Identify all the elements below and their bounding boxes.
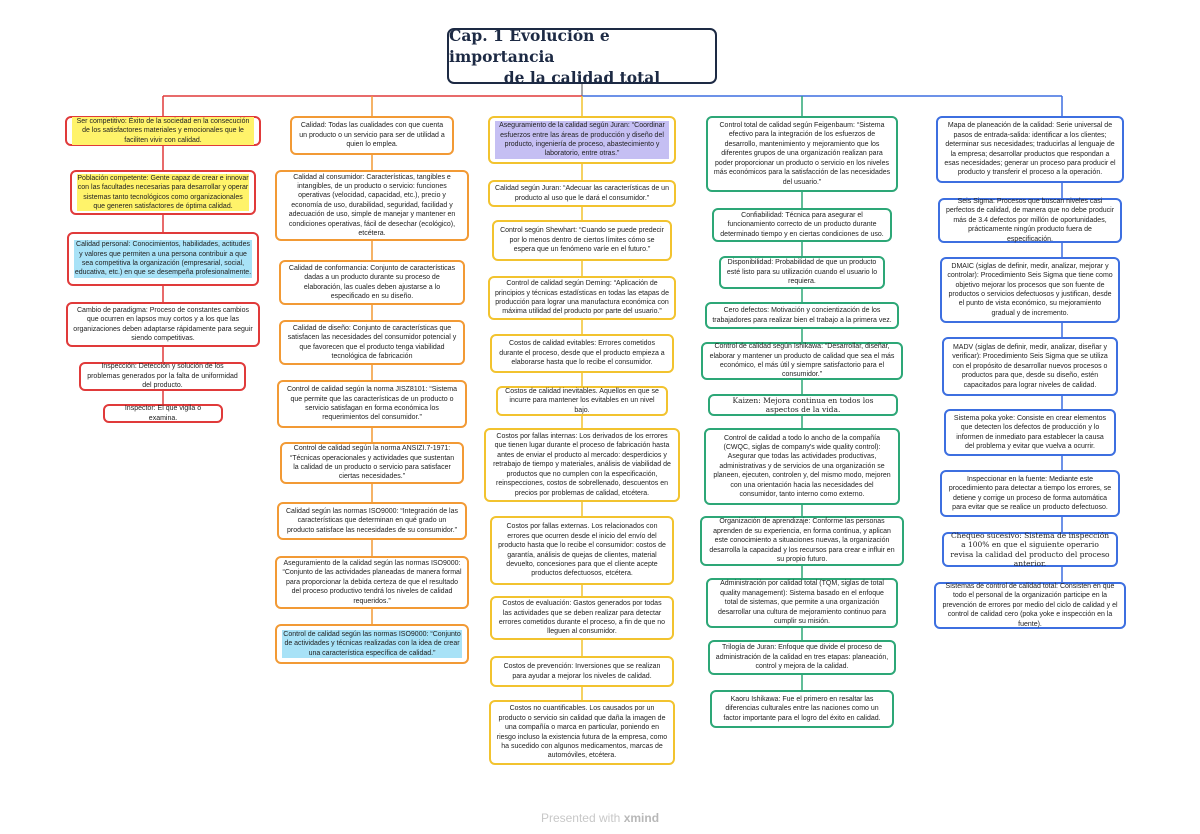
- node-inspeccion[interactable]: [79, 362, 246, 391]
- node-kaoru-ishikawa[interactable]: [710, 690, 894, 728]
- node-text: DMAIC (siglas de definir, medir, analizar, mejorar y controlar): Procedimiento Seis Sigma que tiene como objetivo mejorar los procesos que son fuente de productos o servicios defectuosos y justifican, desde el punto de vista económico, su mejoramiento gradual y de incremento.: [947, 262, 1113, 317]
- node-text: Control de calidad a todo lo ancho de la compañía (CWQC, siglas de company's wide quality control): Asegurar que todas las actividades productivas, administrativas y de servicios de una organización se planeen, ejecuten, controlen y, del mismo modo, mejoren con una orientación hacia las necesidades del consumidor, tanto interno como externo.: [713, 434, 891, 499]
- node-text: Chequeo sucesivo: Sistema de inspección a 100% en que el siguiente operario revisa la calidad del producto del proceso anterior.: [950, 530, 1110, 568]
- node-poka-yoke[interactable]: [944, 409, 1116, 456]
- node-text: Inspector: El que vigila o examina.: [124, 405, 202, 422]
- node-calidad-consumidor[interactable]: [275, 170, 469, 241]
- node-text: Administración por calidad total (TQM, siglas de total quality management): Sistema basado en el enfoque total de sistemas, que permite a una organización desarrollar una cultura de mejoramiento continuo para cumplir su misión.: [717, 580, 887, 626]
- node-costos-evitables[interactable]: [490, 334, 674, 373]
- node-text: Costos de calidad inevitables. Aquellos en que se incurre para mantener los evitables en un nivel bajo.: [505, 387, 659, 414]
- node-text: MADV (siglas de definir, medir, analizar, diseñar y verificar): Procedimiento Seis Sigma que se utiliza con el propósito de desarrollar nuevos procesos o productos para que, desde su diseño, estén capacitados para lograr niveles de calidad.: [952, 343, 1108, 389]
- node-text: Kaoru Ishikawa: Fue el primero en resaltar las diferencias culturales entre las naciones como un factor importante para el logro del éxito en calidad.: [723, 695, 881, 722]
- node-calidad-diseno[interactable]: [279, 320, 465, 365]
- node-text: Control total de calidad según Feigenbaum: “Sistema efectivo para la integración de los esfuerzos de desarrollo, mantenimiento y mejoramiento que los diferentes grupos de una organización realizan para poder proporcionar un producto o servicio en los niveles más económicos para la satisfacción de las necesidades del usuario.”: [713, 122, 891, 186]
- node-text: Sistema poka yoke: Consiste en crear elementos que detecten los defectos de producción y lo informen de inmediato para establecer la causa del problema y evitar que vuelva a ocurrir.: [953, 414, 1107, 450]
- title-line-2: de la calidad total: [503, 67, 661, 87]
- node-ishikawa-control[interactable]: [701, 342, 903, 380]
- node-calidad-personal[interactable]: [67, 232, 259, 286]
- node-text: Calidad de conformancia: Conjunto de características dadas a un producto durante su proceso de elaboración, las cuales deben ajustarse a lo especificado en su diseño.: [288, 264, 456, 300]
- node-kaizen[interactable]: [708, 394, 898, 416]
- node-calidad[interactable]: [290, 116, 454, 155]
- node-text: Calidad al consumidor: Características, tangibles e intangibles, de un producto o servicio: funciones operativas (velocidad, capacidad, etc.), precio y economía de uso, durabilidad, seguridad, facilidad y adecuación de uso, simple de manejar y mantener en condiciones operativas, fácil de desechar (ecológico), etcétera.: [288, 173, 456, 238]
- node-control-shewhart[interactable]: [492, 220, 672, 261]
- node-trilogia-juran[interactable]: [708, 640, 896, 675]
- node-text: Calidad de diseño: Conjunto de características que satisfacen las necesidades del consumidor potencial y que favorecen que el producto tenga viabilidad tecnológica de fabricación: [287, 324, 457, 360]
- node-text: Control según Shewhart: “Cuando se puede predecir por lo menos dentro de ciertos límites cómo se espera que un fenómeno varíe en el futuro.”: [500, 227, 664, 254]
- main-title: [447, 25, 717, 87]
- node-text: Costos por fallas internas: Los derivados de los errores que tienen lugar durante el proceso de fabricación hasta antes de enviar el producto al mercado: desperdicios y retrabajo de tiempo y materiales, análisis de viabilidad de productos que no cumplen con la especificación, reinspecciones, costos de sobrellenado, descuentos en precios por problemas de calidad, etcétera.: [493, 433, 671, 497]
- title-line-1: Cap. 1 Evolución e importancia: [449, 25, 610, 66]
- node-norma-ansizi[interactable]: [280, 442, 464, 484]
- node-cwqc[interactable]: [704, 428, 900, 505]
- node-madv[interactable]: [942, 337, 1118, 396]
- node-text: Mapa de planeación de la calidad: Serie universal de pasos de entrada-salida: identificar a los clientes; determinar sus necesidades; traducirlas al lenguaje de la empresa; desarrollar productos que respondan a esas necesidades; generar un proceso para producir el producto y transferir el proceso a la operación.: [944, 122, 1116, 177]
- node-sistemas-control-total[interactable]: [934, 582, 1126, 629]
- node-text: Inspección: Detección y solución de los problemas generados por la falta de uniformidad del producto.: [87, 363, 238, 390]
- node-text: Ser competitivo: Éxito de la sociedad en la consecución de los satisfactores materiales y emocionales que le faciliten vivir con calidad.: [72, 117, 254, 145]
- node-aseguramiento-iso9000[interactable]: [275, 556, 469, 609]
- node-control-iso9000[interactable]: [275, 624, 469, 664]
- node-costos-inevitables[interactable]: [496, 386, 668, 416]
- watermark-brand: xmind: [623, 811, 660, 825]
- node-aseguramiento-juran[interactable]: [488, 116, 676, 164]
- node-text: Inspeccionar en la fuente: Mediante este procedimiento para detectar a tiempo los errores, se detiene y corrige un proceso de forma automática para evitar que se realice un producto defectuoso.: [948, 475, 1112, 511]
- node-text: Confiabilidad: Técnica para asegurar el funcionamiento correcto de un producto durante determinado tiempo y en ciertas condiciones de uso.: [720, 211, 884, 238]
- node-confiabilidad[interactable]: [712, 208, 892, 242]
- node-text: Cero defectos: Motivación y concientización de los trabajadores para realizar bien el trabajo a la primera vez.: [712, 307, 892, 324]
- node-text: Costos no cuantificables. Los causados por un producto o servicio sin calidad que daña la imagen de una compañía o marca en particular, poniendo en riesgo incluso la existencia futura de la empresa, como ha sucedido con algunos medicamentos, marcas de automóviles, etcétera.: [496, 705, 668, 760]
- node-tqm[interactable]: [706, 578, 898, 628]
- node-chequeo-sucesivo[interactable]: [942, 532, 1118, 567]
- node-text: Costos por fallas externas. Los relacionados con errores que ocurren desde el inicio del envío del producto hasta que lo recibe el consumidor: costos de garantía, análisis de quejas de clientes, material devuelto, concesiones para que el cliente acepte productos defectuosos, etcétera.: [498, 523, 666, 578]
- node-text: Sistemas de control de calidad total: Consisten en que todo el personal de la organización participe en la prevención de errores por medio del ciclo de calidad y el control de calidad cero (poka yoke e inspección en la fuente).: [942, 582, 1118, 628]
- node-text: Kaizen: Mejora continua en todos los aspectos de la vida.: [732, 395, 874, 414]
- node-text: Costos de evaluación: Gastos generados por todas las actividades que se deben realizar para detectar errores cometidos durante el proceso, a fin de que no lleguen al consumidor.: [498, 600, 666, 636]
- node-text: Costos de calidad evitables: Errores cometidos durante el proceso, desde que el producto empieza a elaborarse hasta que lo recibe el consumidor.: [499, 340, 665, 367]
- node-dmaic[interactable]: [940, 257, 1120, 323]
- node-seis-sigma[interactable]: [938, 198, 1122, 243]
- node-organizacion-aprendizaje[interactable]: [700, 516, 904, 566]
- node-text: Control de calidad según la norma JISZ8101: “Sistema que permite que las características de un producto o servicio satisfagan en forma económica los requerimientos del consumidor.”: [286, 386, 458, 422]
- node-text: Disponibilidad: Probabilidad de que un producto esté listo para su utilización cuando el usuario lo requiera.: [726, 259, 878, 286]
- watermark-text: Presented with: [540, 811, 621, 825]
- node-calidad-conformancia[interactable]: [279, 260, 465, 305]
- node-costos-evaluacion[interactable]: [490, 596, 674, 640]
- node-ser-competitivo[interactable]: [65, 116, 261, 146]
- node-text: Calidad: Todas las cualidades con que cuenta un producto o un servicio para ser de utilidad a quien lo emplea.: [299, 122, 445, 149]
- node-text: Seis Sigma: Procesos que buscan niveles casi perfectos de calidad, de manera que no debe producir más de 3.4 defectos por millón de oportunidades, prácticamente ningún producto fuera de especificación.: [945, 197, 1115, 243]
- node-feigenbaum[interactable]: [706, 116, 898, 192]
- node-control-deming[interactable]: [488, 276, 676, 320]
- node-text: Calidad según las normas ISO9000: “Integración de las características que determinan en qué grado un producto satisface las necesidades de su consumidor.”: [286, 507, 458, 534]
- node-norma-jisz8101[interactable]: [277, 380, 467, 428]
- node-text: Organización de aprendizaje: Conforme las personas aprenden de su experiencia, en forma continua, y aplican este conocimiento a situaciones nuevas, la organización desarrolla la capacidad y los recursos para crear e influir en su propio futuro.: [709, 518, 895, 564]
- node-text: Calidad personal: Conocimientos, habilidades, actitudes y valores que permiten a una persona contribuir a que sea competitiva la organización (empresarial, social, educativa, etc.) en que se desempeña profesionalmente.: [74, 241, 252, 277]
- node-text: Control de calidad según la norma ANSIZI.7-1971: “Técnicas operacionales y actividades que sustentan la calidad de un producto o servicio para satisfacer ciertas necesidades.”: [289, 445, 455, 481]
- node-calidad-juran[interactable]: [488, 180, 676, 207]
- node-calidad-iso9000[interactable]: [277, 502, 467, 540]
- node-inspeccionar-fuente[interactable]: [940, 470, 1120, 517]
- watermark: [0, 811, 1200, 825]
- node-text: Población competente: Gente capaz de crear e innovar con las facultades necesarias para desarrollar y operar sistemas tanto tecnológicos como organizacionales que generen satisfactores de óptima calidad.: [77, 174, 249, 210]
- node-fallas-externas[interactable]: [490, 516, 674, 585]
- node-poblacion-competente[interactable]: [70, 170, 256, 215]
- node-text: Costos de prevención: Inversiones que se realizan para ayudar a mejorar los niveles de calidad.: [503, 663, 661, 680]
- node-text: Control de calidad según Ishikawa: “Desarrollar, diseñar, elaborar y mantener un producto de calidad que sea el más económico, el más útil y siempre satisfactorio para el consumidor.”: [709, 343, 895, 379]
- node-costos-no-cuantificables[interactable]: [489, 700, 675, 765]
- node-text: Calidad según Juran: “Adecuar las características de un producto al uso que le dará el consumidor.”: [495, 185, 669, 202]
- node-text: Control de calidad según Deming: “Aplicación de principios y técnicas estadísticas en todas las etapas de producción para lograr una manufactura económica con máxima utilidad del producto por parte del usuario.”: [495, 280, 669, 316]
- node-mapa-planeacion[interactable]: [936, 116, 1124, 183]
- node-text: Trilogía de Juran: Enfoque que divide el proceso de administración de la calidad en tres etapas: planeación, control y mejora de la calidad.: [715, 644, 889, 671]
- node-text: Aseguramiento de la calidad según Juran: “Coordinar esfuerzos entre las áreas de producción y diseño del producto, ingeniería de proceso, abastecimiento y laboratorio, entre otras.”: [495, 121, 669, 159]
- node-cambio-paradigma[interactable]: [66, 302, 260, 347]
- node-text: Aseguramiento de la calidad según las normas ISO9000: “Conjunto de las actividades planeadas de manera formal para proporcionar la debida certeza de que el resultado del proceso productivo tendrá los niveles de calidad requeridos.”: [282, 559, 462, 605]
- node-disponibilidad[interactable]: [719, 256, 885, 289]
- node-costos-prevencion[interactable]: [490, 656, 674, 687]
- node-inspector[interactable]: [103, 404, 223, 423]
- node-fallas-internas[interactable]: [484, 428, 680, 502]
- node-text: Cambio de paradigma: Proceso de constantes cambios que ocurren en lapsos muy cortos y a los que las organizaciones deben adaptarse rápidamente para seguir siendo competitivas.: [73, 306, 253, 342]
- node-cero-defectos[interactable]: [705, 302, 899, 329]
- node-text: Control de calidad según las normas ISO9000: “Conjunto de actividades y técnicas realizadas con la idea de crear una característica específica de calidad.”: [283, 630, 461, 657]
